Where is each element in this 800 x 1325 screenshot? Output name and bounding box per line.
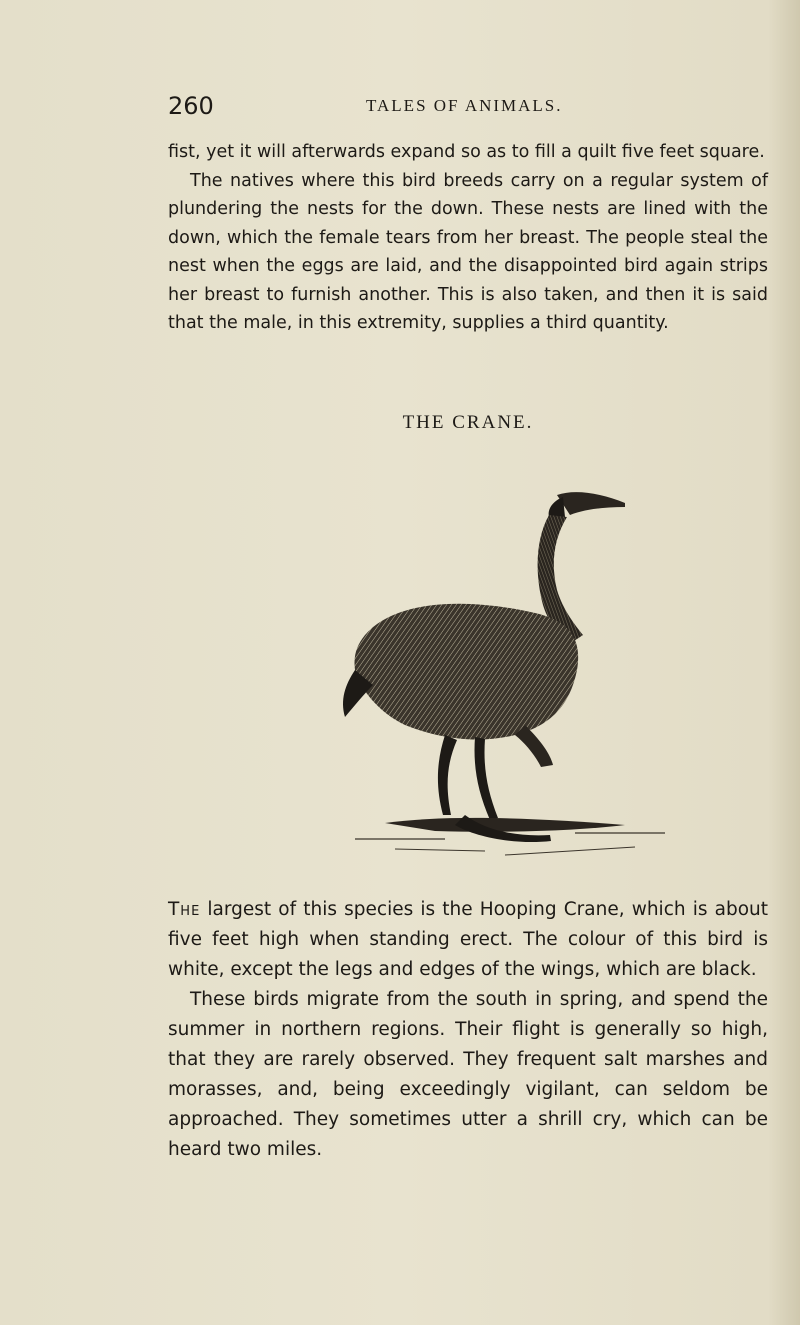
page-header	[168, 92, 758, 122]
page-number: 260	[168, 92, 214, 120]
paragraph-migration: These birds migrate from the south in spring, and spend the summer in northern regions. Their flight is generally so high, that they are rarely observed. They frequent salt marshes and morasses, and, being exceedingly vigilant, can seldom be approached. They sometimes utter a shrill cry, which can be heard two miles.	[168, 989, 768, 1160]
body-text-top	[168, 138, 768, 338]
running-title: TALES OF ANIMALS.	[366, 96, 563, 115]
body-text-bottom	[168, 895, 768, 1165]
paragraph-lead-word: The	[168, 899, 201, 920]
paragraph-hooping-crane: largest of this species is the Hooping Crane, which is about five feet high when standing erect. The colour of this bird is white, except the legs and edges of the wings, which are black.	[168, 899, 768, 980]
section-title: THE CRANE.	[402, 412, 534, 433]
paragraph-continued: fist, yet it will afterwards expand so as to fill a quilt five feet square.	[168, 142, 765, 162]
crane-illustration	[325, 485, 685, 875]
paragraph-down-nests: The natives where this bird breeds carry on a regular system of plundering the nests for the down. These nests are lined with the down, which the female tears from her breast. The people steal the nest when the eggs are laid, and the disappointed bird again strips her breast to furnish another. This is also taken, and then it is said that the male, in this extremity, supplies a third quantity.	[168, 170, 768, 333]
